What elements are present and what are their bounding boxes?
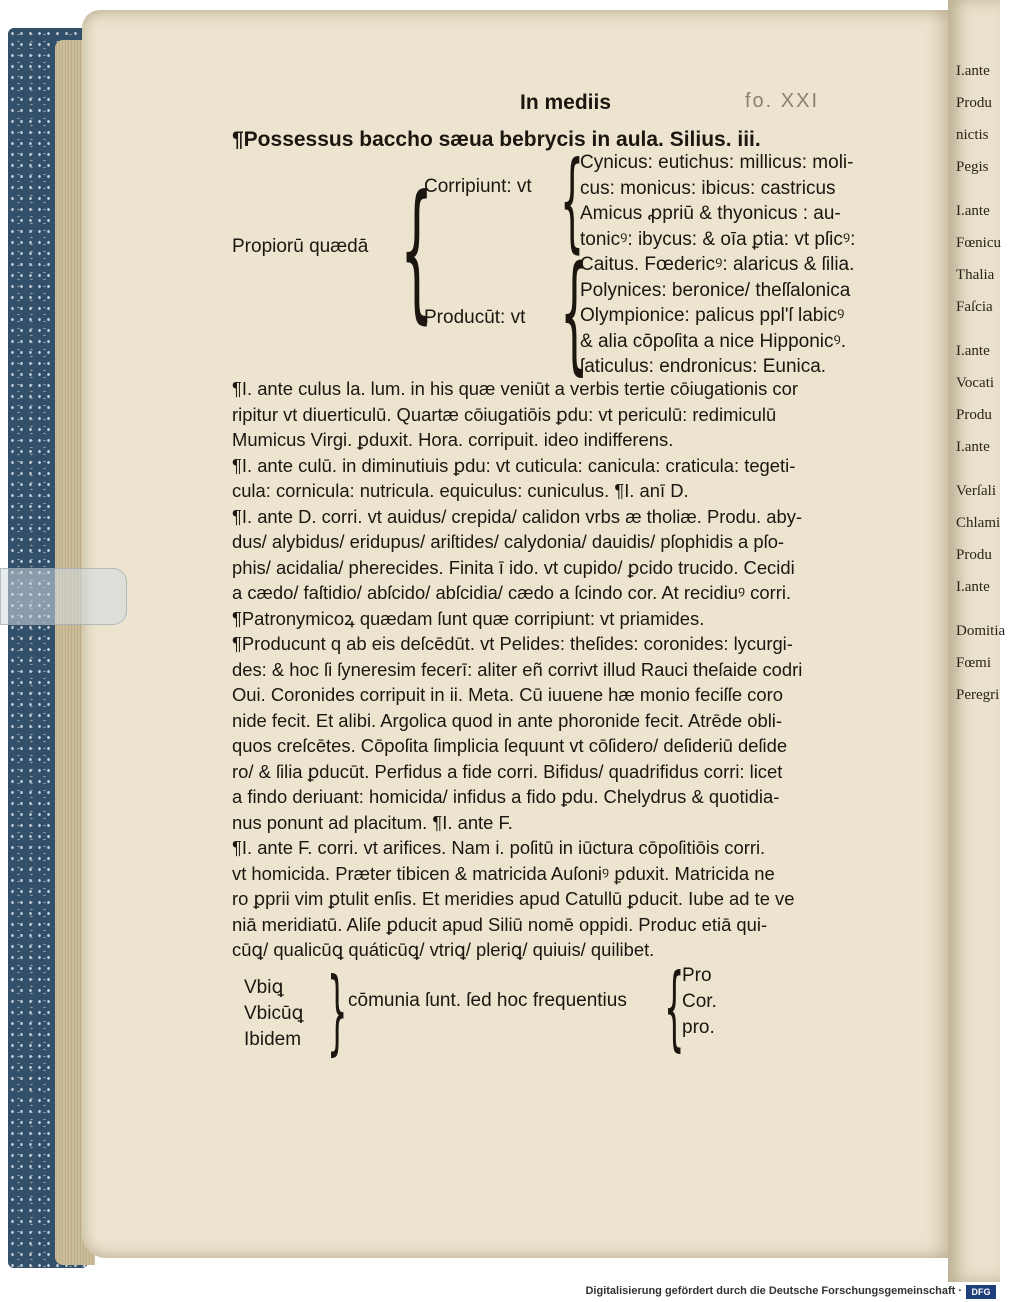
facing-page-text: [956, 60, 1016, 716]
facing-page-fragment: Domitia: [956, 623, 1006, 639]
table2-left: [244, 975, 304, 1053]
table2-left-word: Ibidem: [244, 1029, 302, 1050]
first-line: ¶Possessus baccho sæua bebrycis in aula. Silius. iii.: [232, 128, 761, 151]
producunt-list: [580, 252, 854, 380]
producunt-label: Producūt: vt: [424, 307, 526, 328]
dfg-logo: DFG: [966, 1285, 996, 1299]
producunt-line: Olympionice: palicus ppl'ſ labicꝰ: [580, 305, 845, 326]
table2-middle: cōmunia ſunt. ſed hoc frequentius: [348, 990, 627, 1011]
facing-page-fragment: Vocati: [956, 375, 995, 391]
body-line: phis/ acidalia/ pherecides. Finita ī ido. vt cupido/ ꝑcido trucido. Cecidi: [232, 556, 795, 578]
facing-page-fragment: Faſcia: [956, 299, 993, 315]
facing-page-fragment: Produ: [956, 547, 992, 563]
body-line: ripitur vt diuerticulū. Quartæ cōiugatiōis ꝑdu: vt periculū: redimiculū: [232, 403, 777, 425]
corripiunt-line: Cynicus: eutichus: millicus: moli-: [580, 152, 854, 173]
facing-page-fragment: Chlami: [956, 515, 1001, 531]
facing-page-fragment: nictis: [956, 127, 989, 143]
corripiunt-line: tonicꝰ: ibycus: & oīa ꝑtia: vt pſicꝰ:: [580, 228, 856, 250]
body-line: a findo deriuant: homicida/ infidus a fido ꝑdu. Chelydrus & quotidia-: [232, 786, 780, 807]
body-line: dus/ alybidus/ eridupus/ ariſtides/ calydonia/ dauidis/ pſophidis a pſo-: [232, 531, 785, 552]
facing-page-fragment: Fœnicu: [956, 235, 1001, 251]
facing-page: [948, 0, 1006, 1282]
facing-page-fragment: Produ: [956, 95, 992, 111]
producunt-line: & alia cōpoſita a nice Hipponicꝰ.: [580, 330, 847, 352]
facing-page-fragment: Verſali: [956, 483, 996, 499]
table2-right-word: Cor.: [682, 991, 717, 1012]
facing-page-fragment: Peregri: [956, 687, 1000, 703]
table2-left-word: Vbiꝗ: [244, 977, 284, 998]
body-line: nide fecit. Et alibi. Argolica quod in ante phoronide fecit. Atrēde obli-: [232, 709, 783, 731]
body-line: quos creſcētes. Cōpoſita ſimplicia ſequunt vt cōſidero/ deſideriū deſide: [232, 735, 788, 756]
table2-right-word: pro.: [682, 1017, 715, 1038]
body-line: ro ꝑprii vim ꝑtulit enſis. Et meridies apud Catullū ꝑducit. Iube ad te ve: [232, 888, 795, 909]
body-line: cula: cornicula: nutricula. equiculus: cuniculus. ¶I. anī D.: [232, 480, 689, 501]
facing-page-fragment: I.ante: [956, 63, 990, 79]
producunt-line: Polynices: beronice/ theſſalonica: [580, 279, 851, 301]
body-line: ¶Producunt q ab eis deſcēdūt. vt Pelides: theſides: coronides: lycurgi-: [232, 633, 793, 654]
producunt-line: Caitus. Fœdericꝰ: alaricus & ſilia.: [580, 254, 855, 275]
body-line: des: & hoc ſi ſyneresim fecerī: aliter eñ corrivt illud Rauci theſaide codri: [232, 658, 803, 680]
facing-page-fragment: Pegis: [956, 159, 989, 175]
producunt-brace: {: [560, 239, 589, 388]
body-line: cūꝗ/ qualicūꝗ quáticūꝗ/ vtriꝗ/ pleriꝗ/ quiuis/ quilibet.: [232, 939, 655, 960]
corripiunt-list: [580, 150, 855, 252]
table2-left-brace: }: [327, 958, 348, 1065]
body-line: niā meridiatū. Aliſe ꝑducit apud Siliū nomē oppidi. Produc etiā qui-: [232, 913, 768, 935]
body-line: ¶Patronymicoꝝ quædam ſunt quæ corripiunt: vt priamides.: [232, 607, 705, 629]
body-line: nus ponunt ad placitum. ¶I. ante F.: [232, 811, 513, 833]
corripiunt-label: Corripiunt: vt: [424, 176, 532, 197]
corripiunt-line: Amicus ꝓpriū & thyonicus : au-: [580, 203, 841, 224]
corripiunt-brace: {: [560, 139, 585, 264]
facing-page-fragment: Fœmi: [956, 655, 992, 671]
facing-page-fragment: Thalia: [956, 267, 995, 283]
plastic-page-marker: [0, 568, 127, 625]
body-line: ¶I. ante F. corri. vt arifices. Nam i. poſitū in iūctura cōpoſitiōis corri.: [232, 837, 766, 858]
table2-left-word: Vbicūꝗ: [244, 1003, 304, 1024]
footer-bar: [0, 1282, 1000, 1302]
facing-page-fragment: I.ante: [956, 579, 990, 595]
body-line: ¶I. ante culus la. lum. in his quæ veniūt a verbis tertie cōiugationis cor: [232, 378, 798, 399]
folio-number: fo. XXI: [745, 90, 820, 112]
table2-right-word: Pro: [682, 965, 712, 986]
body-line: ¶I. ante D. corri. vt auidus/ crepida/ calidon vrbs æ tholiæ. Produ. aby-: [232, 505, 803, 527]
facing-page-fragment: Produ: [956, 407, 992, 423]
facing-page-fragment: I.ante: [956, 439, 990, 455]
corripiunt-line: cus: monicus: ibicus: castricus: [580, 177, 836, 199]
funding-credit: Digitalisierung gefördert durch die Deutsche Forschungsgemeinschaft ·: [585, 1285, 962, 1297]
main-brace: {: [400, 164, 434, 338]
body-line: vt homicida. Præter tibicen & matricida Auſoniꝰ ꝑduxit. Matricida ne: [232, 862, 775, 884]
running-head: In mediis: [520, 91, 612, 114]
body-line: ro/ & ſilia ꝑducūt. Perfidus a fide corri. Bifidus/ quadrifidus corri: licet: [232, 760, 783, 782]
body-line: a cædo/ faſtidio/ abſcido/ abſcidia/ cædo a ſcindo cor. At recidiuꝰ corri.: [232, 582, 792, 603]
body-line: Oui. Coronides corripuit in ii. Meta. Cū iuuene hæ monio feciſſe coro: [232, 684, 783, 705]
table2-right: [682, 963, 717, 1041]
table2-right-brace: {: [664, 954, 685, 1061]
body-line: Mumicus Virgi. ꝑduxit. Hora. corripuit. ideo indifferens.: [232, 429, 674, 450]
body-text: [232, 376, 802, 963]
facing-page-fragment: I.ante: [956, 203, 990, 219]
facing-page-fragment: I.ante: [956, 343, 990, 359]
body-line: ¶I. ante culū. in diminutiuis ꝑdu: vt cuticula: canicula: craticula: tegeti-: [232, 454, 796, 476]
producunt-line: ſaticulus: endronicus: Eunica.: [580, 356, 827, 377]
main-label: Propiorū quædā: [232, 236, 369, 257]
